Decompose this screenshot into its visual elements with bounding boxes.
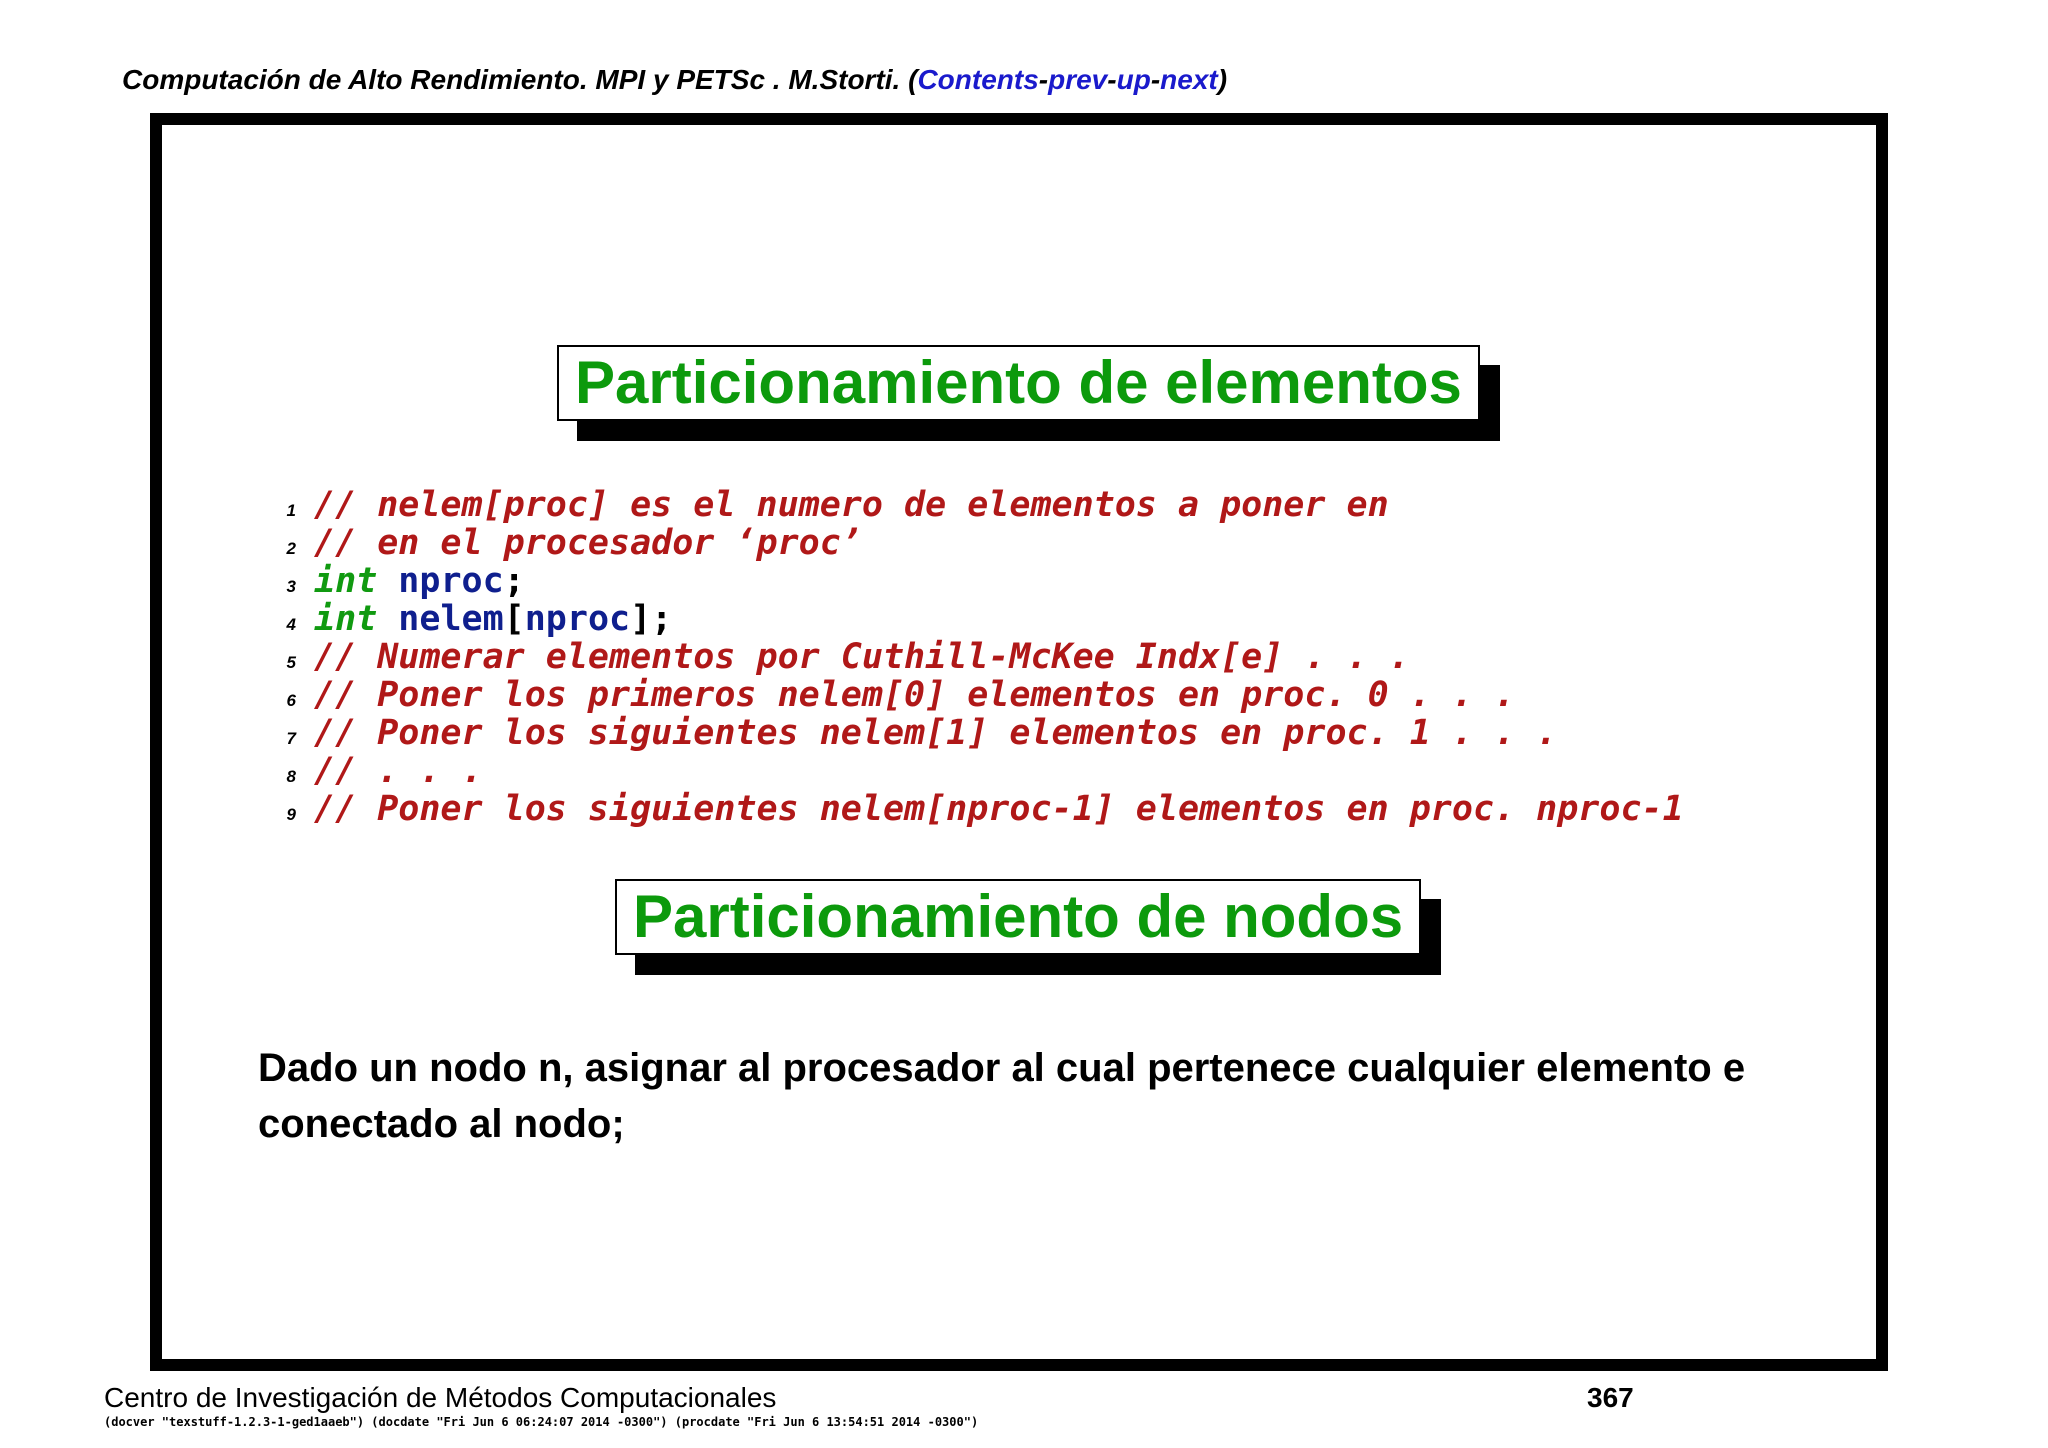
section-title-nodos: Particionamiento de nodos (615, 879, 1421, 955)
code-line (270, 714, 1684, 752)
code-line (270, 752, 1684, 790)
code-token-comment: // en el procesador ‘proc’ (314, 523, 862, 563)
code-line (270, 638, 1684, 676)
line-number: 2 (286, 539, 296, 558)
code-line (270, 486, 1684, 524)
nav-separator: - (1038, 64, 1049, 95)
code-token-comment: // Poner los primeros nelem[0] elementos en proc. 0 . . . (314, 675, 1516, 715)
nav-up-link[interactable]: up (1116, 64, 1151, 95)
code-line (270, 524, 1684, 562)
line-number: 9 (286, 805, 296, 824)
footer-institution: Centro de Investigación de Métodos Computacionales (104, 1382, 777, 1413)
running-header (122, 64, 1227, 96)
footer-version-info: (docver "texstuff-1.2.3-1-ged1aaeb") (docdate "Fri Jun 6 06:24:07 2014 -0300") (procdate "Fri Jun 6 13:54:51 2014 -0300") (104, 1415, 979, 1429)
code-token-punct: [ (503, 599, 525, 639)
line-number: 5 (286, 653, 296, 672)
code-token-keyword: int (314, 599, 399, 639)
body-paragraph: Dado un nodo n, asignar al procesador al cual pertenece cualquier elemento e conectado al nodo; (258, 1046, 1746, 1146)
code-listing (270, 486, 1684, 828)
line-number: 3 (286, 577, 296, 596)
header-title: Computación de Alto Rendimiento. MPI y PETSc . M.Storti. ( (122, 64, 918, 95)
code-line (270, 676, 1684, 714)
line-number: 4 (286, 615, 296, 634)
code-token-punct: ]; (630, 599, 673, 639)
code-line (270, 600, 1684, 638)
section-title-elementos: Particionamiento de elementos (557, 345, 1480, 421)
page-number: 367 (1587, 1382, 1634, 1413)
code-token-comment: // Poner los siguientes nelem[nproc-1] elementos en proc. nproc-1 (314, 789, 1684, 829)
code-token-punct: ; (503, 561, 525, 601)
code-token-ident: nelem (398, 599, 504, 639)
line-number: 7 (286, 729, 296, 748)
nav-contents-link[interactable]: Contents (917, 64, 1039, 95)
code-token-keyword: int (314, 561, 399, 601)
code-token-comment: // Poner los siguientes nelem[1] elementos en proc. 1 . . . (314, 713, 1558, 753)
line-number: 8 (286, 767, 296, 786)
code-token-comment: // Numerar elementos por Cuthill-McKee Indx[e] . . . (314, 637, 1410, 677)
nav-next-link[interactable]: next (1160, 64, 1218, 95)
header-close-paren: ) (1217, 64, 1228, 95)
nav-prev-link[interactable]: prev (1048, 64, 1108, 95)
nav-separator: - (1107, 64, 1117, 95)
line-number: 6 (286, 691, 296, 710)
code-token-ident: nproc (524, 599, 631, 639)
code-token-ident: nproc (398, 561, 504, 601)
code-line (270, 562, 1684, 600)
code-token-comment: // . . . (314, 751, 483, 791)
nav-separator: - (1150, 64, 1161, 95)
line-number: 1 (286, 501, 296, 520)
code-token-comment: // nelem[proc] es el numero de elementos a poner en (314, 485, 1389, 525)
code-line (270, 790, 1684, 828)
